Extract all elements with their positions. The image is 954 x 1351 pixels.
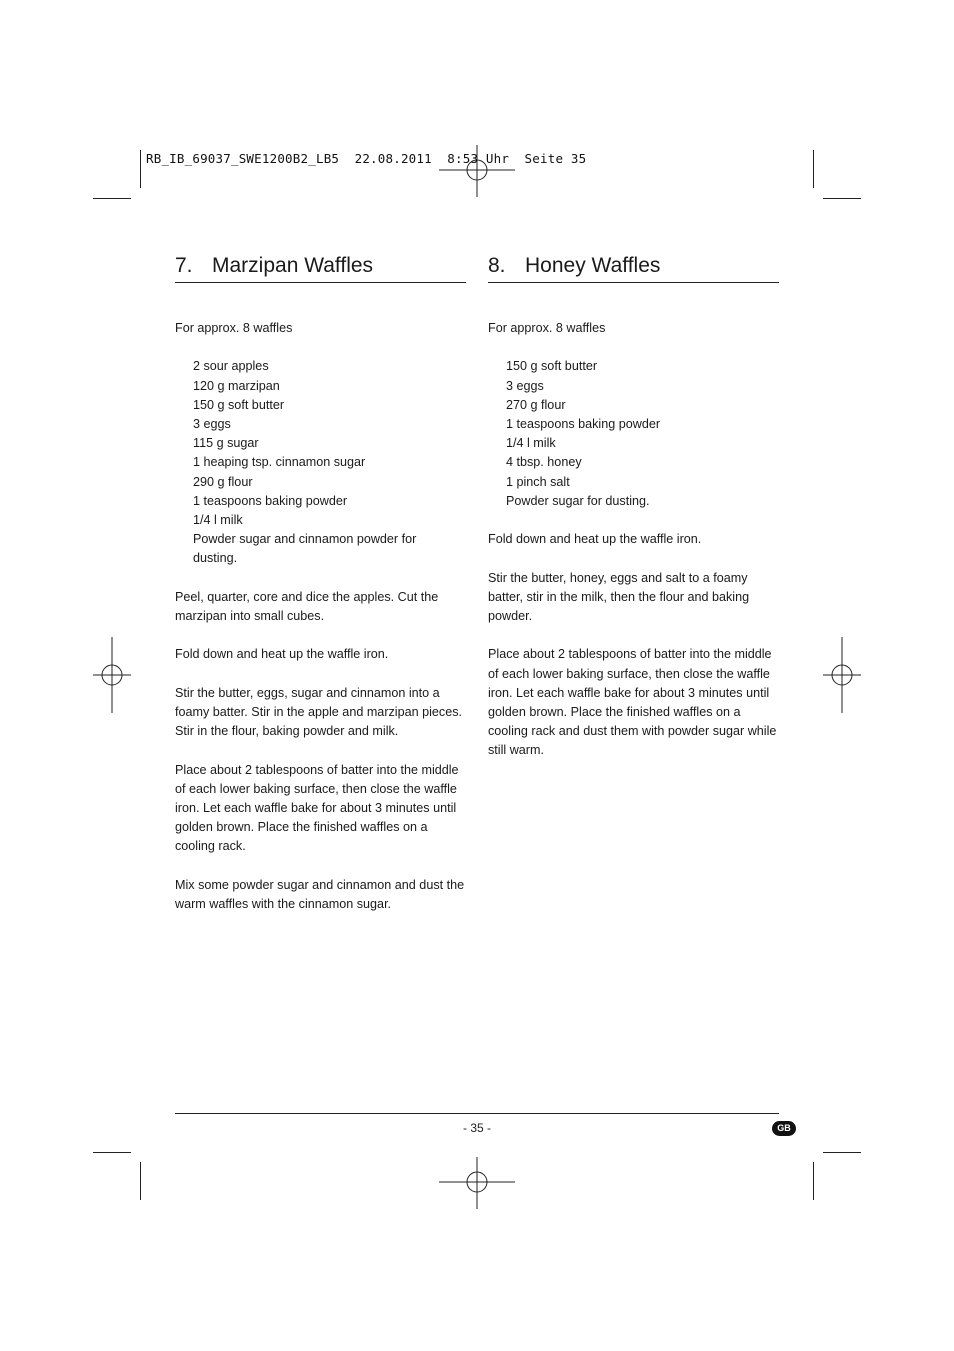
instruction-paragraph: Peel, quarter, core and dice the apples. Cut the marzipan into small cubes. (175, 589, 439, 624)
registration-mark-icon (93, 637, 131, 713)
print-slug: RB_IB_69037_SWE1200B2_LB5 22.08.2011 8:53 Uhr Seite 35 (146, 151, 587, 166)
ingredient-item: Powder sugar for dusting. (506, 493, 650, 508)
recipe-marzipan-waffles (175, 250, 466, 933)
crop-mark (823, 1152, 861, 1153)
instruction-paragraph: Fold down and heat up the waffle iron. (175, 647, 389, 662)
ingredient-item: 4 tbsp. honey (506, 455, 582, 470)
ingredient-item: Powder sugar and cinnamon powder for dusting. (193, 532, 417, 566)
ingredient-list (175, 357, 466, 568)
recipe-title-text: Marzipan Waffles (212, 254, 374, 277)
instruction-paragraph: Fold down and heat up the waffle iron. (488, 532, 702, 547)
recipe-number: 8. (488, 254, 506, 277)
recipe-honey-waffles (488, 250, 779, 780)
crop-mark (93, 198, 131, 199)
instruction-paragraph: Stir the butter, honey, eggs and salt to a foamy batter, stir in the milk, then the flour and baking powder. (488, 570, 750, 623)
recipe-number: 7. (175, 254, 193, 277)
crop-mark (813, 1162, 814, 1200)
ingredient-item: 1/4 l milk (506, 436, 556, 451)
ingredient-list (488, 357, 779, 511)
ingredient-item: 1 teaspoons baking powder (193, 493, 348, 508)
ingredient-item: 1 heaping tsp. cinnamon sugar (193, 455, 366, 470)
recipe-yield: For approx. 8 waffles (175, 321, 293, 335)
footer-rule (175, 1113, 779, 1114)
recipe-title (488, 250, 779, 283)
ingredient-item: 120 g marzipan (193, 378, 280, 393)
instruction-paragraph: Mix some powder sugar and cinnamon and dust the warm waffles with the cinnamon sugar. (175, 877, 465, 911)
crop-mark (823, 198, 861, 199)
recipe-yield: For approx. 8 waffles (488, 321, 606, 335)
language-badge: GB (772, 1121, 796, 1136)
instruction-paragraph: Place about 2 tablespoons of batter into the middle of each lower baking surface, then close the waffle iron. Let each waffle bake for about 3 minutes until golden brown. Place the finished waffles on a cooling rack and dust them with powder sugar while still warm. (488, 647, 777, 758)
instruction-paragraph: Stir the butter, eggs, sugar and cinnamon into a foamy batter. Stir in the apple and marzipan pieces. Stir in the flour, baking powder and milk. (175, 685, 463, 739)
ingredient-item: 2 sour apples (193, 359, 269, 374)
ingredient-item: 115 g sugar (193, 436, 259, 451)
registration-mark-icon (823, 637, 861, 713)
ingredient-item: 150 g soft butter (193, 397, 285, 412)
crop-mark (813, 150, 814, 188)
crop-mark (93, 1152, 131, 1153)
recipe-title-text: Honey Waffles (525, 254, 661, 277)
ingredient-item: 1 pinch salt (506, 474, 570, 489)
registration-mark-icon (439, 1157, 515, 1209)
instruction-paragraph: Place about 2 tablespoons of batter into the middle of each lower baking surface, then close the waffle iron. Let each waffle bake for about 3 minutes until golden brown. Place the finished waffles on a cooling rack. (175, 762, 459, 854)
ingredient-item: 290 g flour (193, 474, 253, 489)
crop-mark (140, 150, 141, 188)
ingredient-item: 270 g flour (506, 397, 566, 412)
ingredient-item: 1 teaspoons baking powder (506, 417, 661, 431)
ingredient-item: 1/4 l milk (193, 513, 243, 528)
ingredient-item: 3 eggs (193, 417, 231, 431)
page-number: - 35 - (462, 1121, 491, 1135)
recipe-title (175, 250, 466, 283)
ingredient-item: 3 eggs (506, 378, 544, 393)
crop-mark (140, 1162, 141, 1200)
ingredient-item: 150 g soft butter (506, 359, 598, 374)
